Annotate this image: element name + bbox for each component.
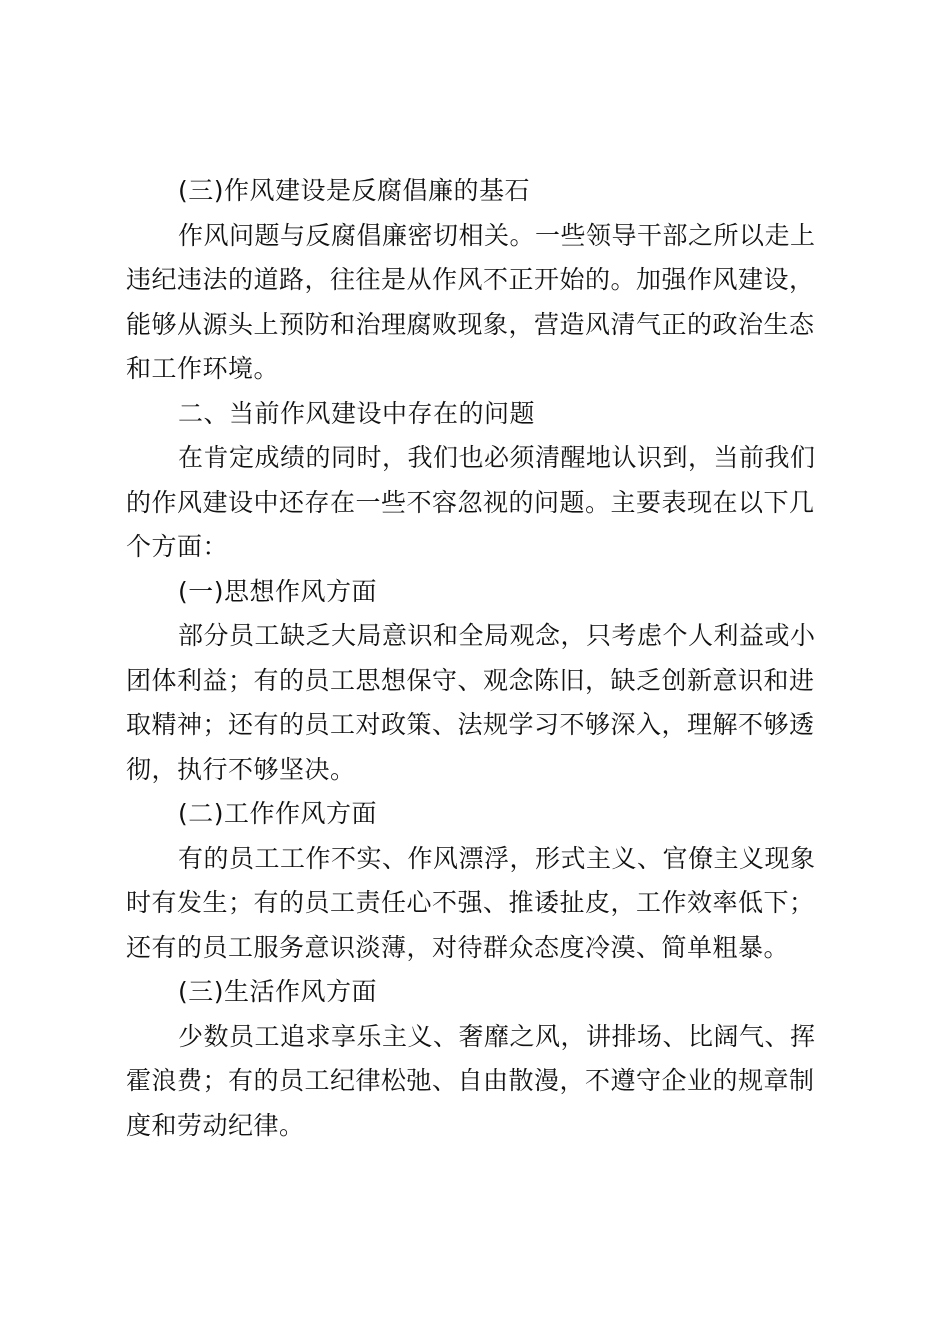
paragraph-line: 有的员工工作不实、作风漂浮，形式主义、官僚主义现象 bbox=[178, 843, 816, 873]
paragraph-line: 能够从源头上预防和治理腐败现象，营造风清气正的政治生态 bbox=[126, 309, 815, 339]
section-heading: 二、当前作风建设中存在的问题 bbox=[178, 398, 536, 428]
paragraph-line: 彻，执行不够坚决。 bbox=[126, 754, 356, 784]
paragraph-line: 在肯定成绩的同时，我们也必须清醒地认识到，当前我们 bbox=[178, 443, 816, 472]
paragraph-line: 度和劳动纪律。 bbox=[126, 1110, 305, 1140]
paragraph-line: 团体利益；有的员工思想保守、观念陈旧，缺乏创新意识和进 bbox=[126, 665, 815, 695]
paragraph-line: 和工作环境。 bbox=[126, 354, 280, 383]
paragraph-line: 部分员工缺乏大局意识和全局观念，只考虑个人利益或小 bbox=[178, 621, 816, 650]
paragraph-line: 作风问题与反腐倡廉密切相关。一些领导干部之所以走上 bbox=[178, 220, 816, 250]
paragraph-line: 违纪违法的道路，往往是从作风不正开始的。加强作风建设， bbox=[126, 265, 815, 294]
paragraph-line: 还有的员工服务意识淡薄，对待群众态度冷漠、简单粗暴。 bbox=[126, 932, 790, 962]
subsection-heading: (一)思想作风方面 bbox=[178, 576, 378, 606]
paragraph-line: 取精神；还有的员工对政策、法规学习不够深入，理解不够透 bbox=[126, 710, 815, 739]
paragraph-line: 少数员工追求享乐主义、奢靡之风，讲排场、比阔气、挥 bbox=[178, 1021, 816, 1051]
document-body bbox=[126, 169, 820, 1148]
paragraph-line: 时有发生；有的员工责任心不强、推诿扯皮，工作效率低下； bbox=[126, 888, 815, 917]
subsection-heading: (二)工作作风方面 bbox=[178, 799, 378, 828]
section-heading: (三)作风建设是反腐倡廉的基石 bbox=[178, 176, 531, 205]
subsection-heading: (三)生活作风方面 bbox=[178, 977, 378, 1006]
paragraph-line: 的作风建设中还存在一些不容忽视的问题。主要表现在以下几 bbox=[126, 487, 815, 517]
paragraph-line: 霍浪费；有的员工纪律松弛、自由散漫，不遵守企业的规章制 bbox=[126, 1066, 815, 1095]
paragraph-line: 个方面： bbox=[126, 532, 229, 561]
